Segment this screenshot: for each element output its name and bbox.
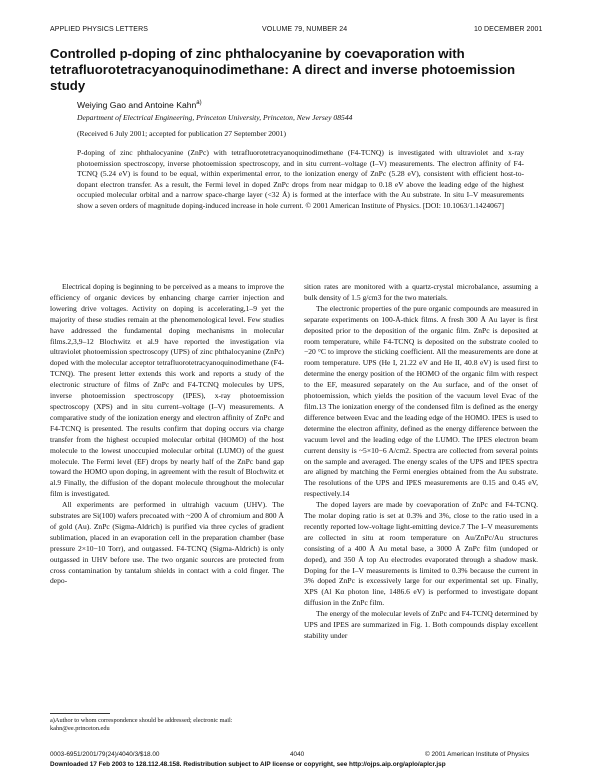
authors: Weiying Gao and Antoine Kahn	[77, 100, 197, 110]
body-paragraph: All experiments are performed in ultrahigh vacuum (UHV). The substrates are Si(100) wafers precoated with ~200 Å of chromium and 800 Å of gold (Au). ZnPc (Sigma-Aldrich) is purified via three cycles of gradient sublimation, placed in an evaporation cell in the preparation chamber (base pressure 2×10−10 Torr), and outgassed. F4-TCNQ (Sigma-Aldrich) is only outgassed in UHV before use. The two organic sources are protected from cross contamination by tantalum shields in contact with a cold finger. The depo-	[50, 500, 284, 586]
volume-number: VOLUME 79, NUMBER 24	[262, 26, 348, 33]
abstract: P-doping of zinc phthalocyanine (ZnPc) with tetrafluorotetracyanoquinodimethane (F4-TCNQ) is investigated with ultraviolet and x-ray photoemission spectroscopy, inverse photoemission spectroscopy, and in situ current–voltage (I–V) measurements. The electron affinity of F4-TCNQ (5.24 eV) is found to be equal, within experimental error, to the ionization energy of ZnPc (5.28 eV), consistent with efficient host-to-dopant electron transfer. As a result, the Fermi level in doped ZnPc drops from near midgap to 0.18 eV above the leading edge of the highest occupied molecular orbital and a narrow space-charge layer (<32 Å) is formed at the interface with the Au substrate. In situ I–V measurements show a seven orders of magnitude doping-induced increase in hole current. © 2001 American Institute of Physics. [DOI: 10.1063/1.1424067]	[77, 148, 524, 210]
right-column	[304, 282, 538, 642]
footnote-rule	[50, 713, 110, 714]
body-paragraph: The electronic properties of the pure organic compounds are measured in separate experiments on 100-Å-thick films. A fresh 300 Å Au layer is first deposited prior to the deposition of the organic film. ZnPc is deposited at room temperature, while F4-TCNQ is deposited on the substrate cooled to −20 °C to improve the sticking coefficient. All the measurements are done at room temperature. UPS (He I, 21.22 eV and He II, 40.8 eV) is used first to determine the energy position of the HOMO of the organic film with respect to the EF, measured separately on the Au surface, and of the onset of photoemission, which yields the position of the vacuum level Evac of the film.13 The ionization energy of the condensed film is defined as the energy difference between Evac and the leading edge of the HOMO. IPES is used to determine the electron affinity, defined as the energy difference between the vacuum level and the leading edge of the LUMO. The IPES electron beam current density is ~5×10−6 A/cm2. Spectra are collected from several points on the sample and averaged. The energy scales of the UPS and IPES spectra are aligned by matching the Fermi energies obtained from the Au substrate. The resolutions of the UPS and IPES measurements are 0.15 and 0.45 eV, respectively.14	[304, 303, 538, 499]
author-mark: a)	[196, 100, 202, 107]
issue-date: 10 DECEMBER 2001	[474, 26, 543, 33]
footnote: a)Author to whom correspondence should be addressed; electronic mail: kahn@ee.princeton.edu	[50, 717, 233, 733]
affiliation: Department of Electrical Engineering, Princeton University, Princeton, New Jersey 08544	[77, 113, 353, 122]
copyright: © 2001 American Institute of Physics	[425, 751, 530, 758]
body-paragraph: Electrical doping is beginning to be perceived as a means to improve the efficiency of organic devices by enhancing charge carrier injection and lowering drive voltages. Activity on doping is accelerating,1–9 yet the majority of these studies remain at the phenomenological level. Few studies have addressed the fundamental doping mechanisms in molecular films.2,3,9–12 Blochwitz et al.9 have reported the investigation via ultraviolet photoemission spectroscopy (UPS) of zinc phthalocyanine (ZnPc) doped with the molecular acceptor tetrafluorotetracyanoquinodimethane (F4-TCNQ). The present letter extends this work and reports a study of the electronic structure of films of ZnPc and F4-TCNQ molecules by UPS, inverse photoemission spectroscopy (IPES), x-ray photoemission spectroscopy (XPS) and in situ current–voltage (I–V) measurements. A comparative study of the ionization energy and electron affinity of ZnPc and F4-TCNQ is presented. The results confirm that doping occurs via charge transfer from the highest occupied molecular orbital (HOMO) of the host molecule to the lowest unoccupied molecular orbital (LUMO) of the guest molecule. The Fermi level (EF) drops by nearly half of the ZnPc band gap toward the HOMO upon doping, in agreement with the result of Blochwitz et al.9 Finally, the diffusion of the dopant molecule throughout the molecular film is investigated.	[50, 282, 284, 499]
paper-title: Controlled p-doping of zinc phthalocyanine by coevaporation with tetrafluorotetracyanoquinodimethane: A direct and inverse photoemission study	[50, 46, 516, 93]
issn-line: 0003-6951/2001/79(24)/4040/3/$18.00	[50, 751, 160, 758]
body-paragraph: The energy of the molecular levels of ZnPc and F4-TCNQ determined by UPS and IPES are summarized in Fig. 1. Both compounds display excellent stability under	[304, 609, 538, 640]
left-column	[50, 282, 284, 587]
page-number: 4040	[290, 751, 305, 758]
body-paragraph: sition rates are monitored with a quartz-crystal microbalance, assuming a bulk density of 1.5 g/cm3 for the two materials.	[304, 282, 538, 302]
received-date: (Received 6 July 2001; accepted for publication 27 September 2001)	[77, 129, 286, 138]
download-notice[interactable]: Downloaded 17 Feb 2003 to 128.112.48.158. Redistribution subject to AIP license or copyright, see http://ojps.aip.org/aplo/aplcr.jsp	[50, 761, 446, 768]
journal-name: APPLIED PHYSICS LETTERS	[50, 26, 148, 33]
body-paragraph: The doped layers are made by coevaporation of ZnPc and F4-TCNQ. The molar doping ratio is set at 0.3% and 3%, close to the ratio used in a recently reported low-voltage light-emitting device.7 The I–V measurements are collected in situ at room temperature on Au/ZnPc/Au structures consisting of a 400 Å Au metal base, a 3000 Å ZnPc film (undoped or doped), and 350 Å top Au electrodes evaporated through a shadow mask. Doping for the I–V measurements is limited to 0.3% because the current in 3% doped ZnPc is excessively large for our experimental set up. Finally, XPS (Al Kα photon line, 1486.6 eV) is performed to investigate dopant diffusion in the ZnPc film.	[304, 500, 538, 608]
author-line	[77, 100, 202, 110]
